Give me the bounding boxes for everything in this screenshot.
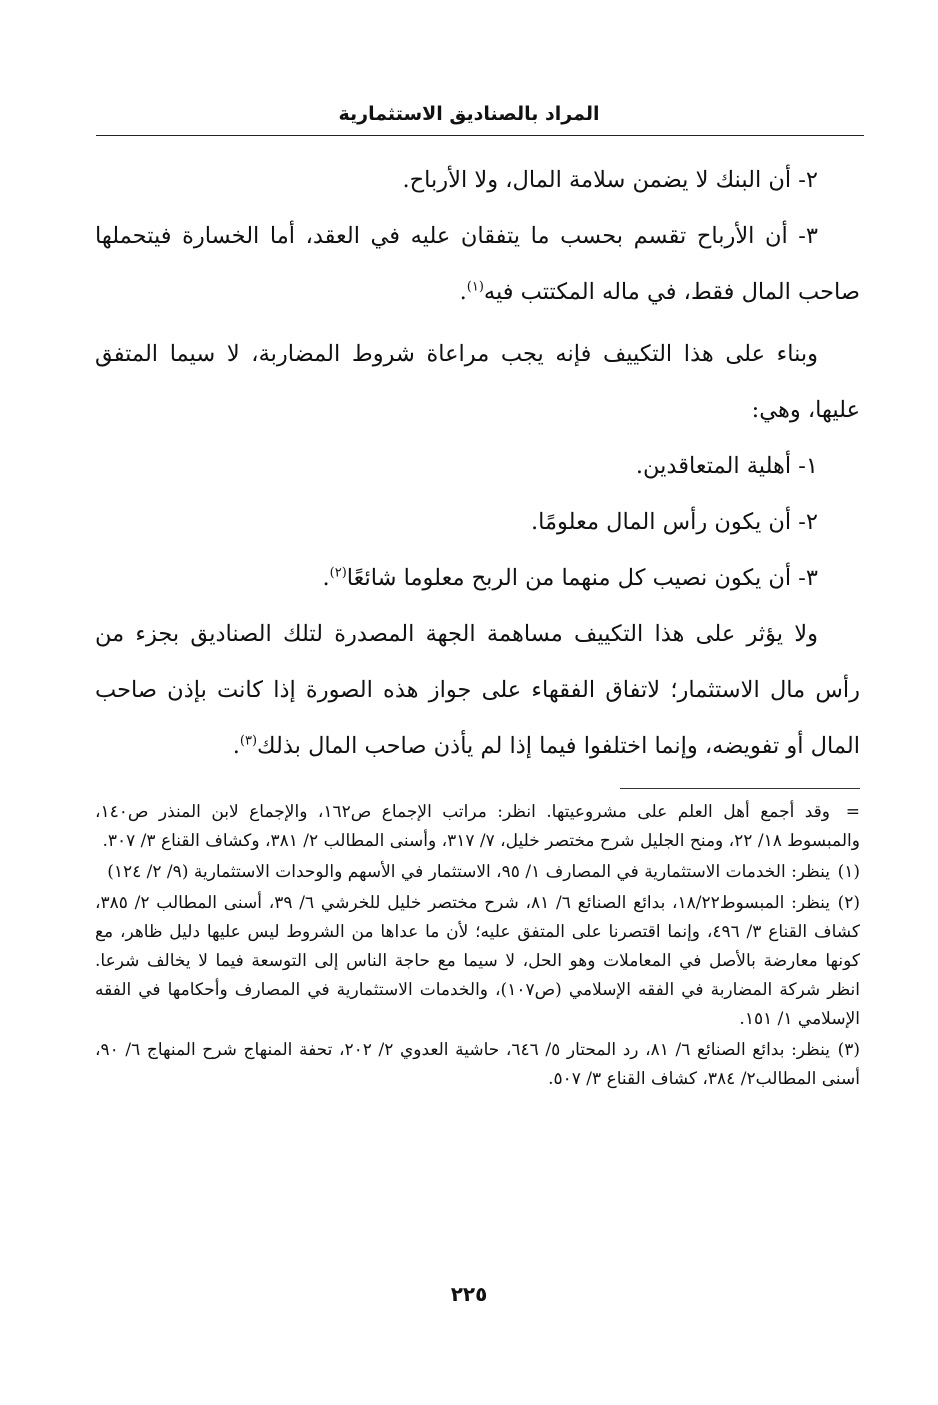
footnote-2: (٢)ينظر: المبسوط١٨/٢٢، بدائع الصنائع ٦/ ٨١، شرح مختصر خليل للخرشي ٦/ ٣٩، أسنى المطالب ٢/ ٣٨٥، كشاف القناع ٣/ ٤٩٦، وإنما اقتصرنا على المتفق عليه؛ لأن ما عداها من الشروط ليس عليها دليل ظاهر، مع كونها معارضة بالأصل في المعاملات وهو الحل، لا سيما مع حاجة الناس إلى التوسعة فيما لا يخالف شرعا. انظر شركة المضاربة في الفقه الإسلامي (ص١٠٧)، والخدمات الاستثمارية في المصارف وأحكامها في الفقه الإسلامي ١/ ١٥١. [95, 893, 861, 1029]
main-text [95, 152, 860, 774]
paragraph-contribution: ولا يؤثر على هذا التكييف مساهمة الجهة المصدرة لتلك الصناديق بجزء من رأس مال الاستثمار؛ لاتفاق الفقهاء على جواز هذه الصورة إذا كانت بإذن صاحب المال أو تفويضه، وإنما اختلفوا فيما إذا لم يأذن صاحب المال بذلك$^{(٣)}$. [95, 621, 860, 759]
header-rule [96, 135, 864, 136]
paragraph-conditions-intro: وبناء على هذا التكييف فإنه يجب مراعاة شروط المضاربة، لا سيما المتفق عليها، وهي: [95, 341, 860, 423]
footnote-ref-2: (٢) [329, 565, 347, 581]
footnote-3: (٣)ينظر: بدائع الصنائع ٦/ ٨١، رد المحتار ٥/ ٦٤٦، حاشية العدوي ٢/ ٢٠٢، تحفة المنهاج شرح المنهاج ٦/ ٩٠، أسنى المطالب٢/ ٣٨٤، كشاف القناع ٣/ ٥٠٧. [95, 1040, 860, 1089]
condition-1: ١- أهلية المتعاقدين. [635, 453, 818, 479]
footnotes [95, 798, 860, 1096]
paragraph-item-2: ٢- أن البنك لا يضمن سلامة المال، ولا الأرباح. [402, 167, 818, 193]
condition-3: ٣- أن يكون نصيب كل منهما من الربح معلوما شائعًا$^{(٢)}$. [322, 565, 818, 591]
paragraph-item-3: ٣- أن الأرباح تقسم بحسب ما يتفقان عليه في العقد، أما الخسارة فيتحملها صاحب المال فقط، في ماله المكتتب فيه$^{(١)}$. [95, 223, 860, 305]
footnote-1: (١)ينظر: الخدمات الاستثمارية في المصارف ١/ ٩٥، الاستثمار في الأسهم والوحدات الاستثمارية (٩/ ٢/ ١٢٤) [107, 862, 860, 882]
footnote-separator [620, 788, 860, 789]
footnote-ref-3: (٣) [239, 733, 258, 749]
condition-2: ٢- أن يكون رأس المال معلومًا. [530, 509, 818, 535]
footnote-continuation: =وقد أجمع أهل العلم على مشروعيتها. انظر: مراتب الإجماع ص١٦٢، والإجماع لابن المنذر ص١٤٠، والمبسوط ١٨/ ٢٢، ومنح الجليل شرح مختصر خليل، ٧/ ٣١٧، وأسنى المطالب ٢/ ٣٨١، وكشاف القناع ٣/ ٣٠٧. [95, 802, 860, 851]
page-number: ٢٢٥ [450, 1282, 488, 1306]
running-header: المراد بالصناديق الاستثمارية [338, 103, 600, 125]
footnote-ref-1: (١) [466, 279, 484, 295]
